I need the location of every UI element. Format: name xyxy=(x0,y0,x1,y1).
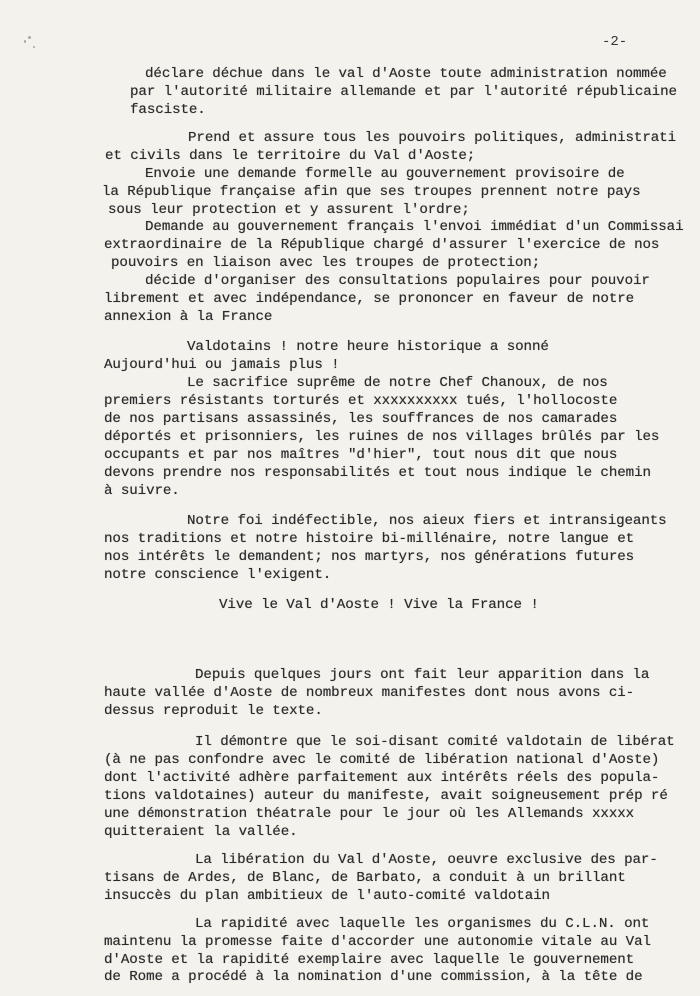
text-line: Envoie une demande formelle au gouvernement provisoire de xyxy=(145,166,625,182)
text-line: dont l'activité adhère parfaitement aux intérêts réels des popula- xyxy=(104,770,660,786)
text-line: maintenu la promesse faite d'accorder une autonomie vitale au Val xyxy=(104,934,651,950)
text-line: déportés et prisonniers, les ruines de nos villages brûlés par les xyxy=(104,429,660,445)
text-line: (à ne pas confondre avec le comité de libération national d'Aoste) xyxy=(104,752,660,768)
scan-speck xyxy=(33,46,35,48)
text-line: insuccès du plan ambitieux de l'auto-comité valdotain xyxy=(104,888,550,904)
text-line: devons prendre nos responsabilités et tout nous indique le chemin xyxy=(104,465,651,481)
scan-speck xyxy=(28,36,31,39)
text-line: fasciste. xyxy=(130,102,206,118)
text-line: Prend et assure tous les pouvoirs politiques, administrati xyxy=(188,130,677,146)
text-line: occupants et par nos maîtres "d'hier", tout nous dit que nous xyxy=(104,447,618,463)
text-line: notre conscience l'exigent. xyxy=(104,567,332,583)
text-line: annexion à la France xyxy=(104,309,273,325)
text-line: décide d'organiser des consultations populaires pour pouvoir xyxy=(145,273,650,289)
text-line: Notre foi indéfectible, nos aieux fiers et intransigeants xyxy=(187,513,667,529)
text-line: Depuis quelques jours ont fait leur apparition dans la xyxy=(195,667,650,683)
text-line: haute vallée d'Aoste de nombreux manifestes dont nous avons ci- xyxy=(104,685,635,701)
text-line: quitteraient la vallée. xyxy=(104,824,298,840)
text-line: premiers résistants torturés et xxxxxxxxxx tués, l'hollocoste xyxy=(104,393,618,409)
text-line: et civils dans le territoire du Val d'Aoste; xyxy=(105,148,476,164)
text-line: Valdotains ! notre heure historique a sonné xyxy=(187,339,549,355)
text-line: tisans de Ardes, de Blanc, de Barbato, a conduit à un brillant xyxy=(104,870,626,886)
text-line: déclare déchue dans le val d'Aoste toute administration nommée xyxy=(145,66,667,82)
text-line: Le sacrifice suprême de notre Chef Chanoux, de nos xyxy=(187,375,608,391)
text-line: tions valdotaines) auteur du manifeste, avait soigneusement prép ré xyxy=(104,788,668,804)
text-line: de Rome a procédé à la nomination d'une commission, à la tête de xyxy=(104,969,643,985)
text-line: dessus reproduit le texte. xyxy=(104,703,323,719)
text-line: par l'autorité militaire allemande et par l'autorité républicaine xyxy=(130,84,677,100)
text-line: de nos partisans assassinés, les souffrances de nos camarades xyxy=(104,411,618,427)
text-line: nos traditions et notre histoire bi-millénaire, notre langue et xyxy=(104,531,635,547)
page-number: -2- xyxy=(602,34,628,50)
text-line: d'Aoste et la rapidité exemplaire avec laquelle le gouvernement xyxy=(104,952,635,968)
text-line: extraordinaire de la République chargé d'assurer l'exercice de nos xyxy=(104,237,660,253)
text-line: Il démontre que le soi-disant comité valdotain de libérat xyxy=(195,734,675,750)
text-line: librement et avec indépendance, se prononcer en faveur de notre xyxy=(104,291,635,307)
text-line: Vive le Val d'Aoste ! Vive la France ! xyxy=(219,597,539,613)
scan-speck xyxy=(24,40,26,43)
text-line: La libération du Val d'Aoste, oeuvre exclusive des par- xyxy=(195,852,658,868)
text-line: sous leur protection et y assurent l'ordre; xyxy=(108,202,470,218)
text-line: à suivre. xyxy=(104,483,180,499)
text-line: nos intérêts le demandent; nos martyrs, nos générations futures xyxy=(104,549,635,565)
text-line: pouvoirs en liaison avec les troupes de protection; xyxy=(111,255,541,271)
text-line: La rapidité avec laquelle les organismes du C.L.N. ont xyxy=(195,916,650,932)
text-line: la République française afin que ses troupes prennent notre pays xyxy=(102,184,641,200)
text-line: Demande au gouvernement français l'envoi immédiat d'un Commissai xyxy=(145,219,684,235)
text-line: une démonstration théatrale pour le jour où les Allemands xxxxx xyxy=(104,806,635,822)
text-line: Aujourd'hui ou jamais plus ! xyxy=(104,357,340,373)
